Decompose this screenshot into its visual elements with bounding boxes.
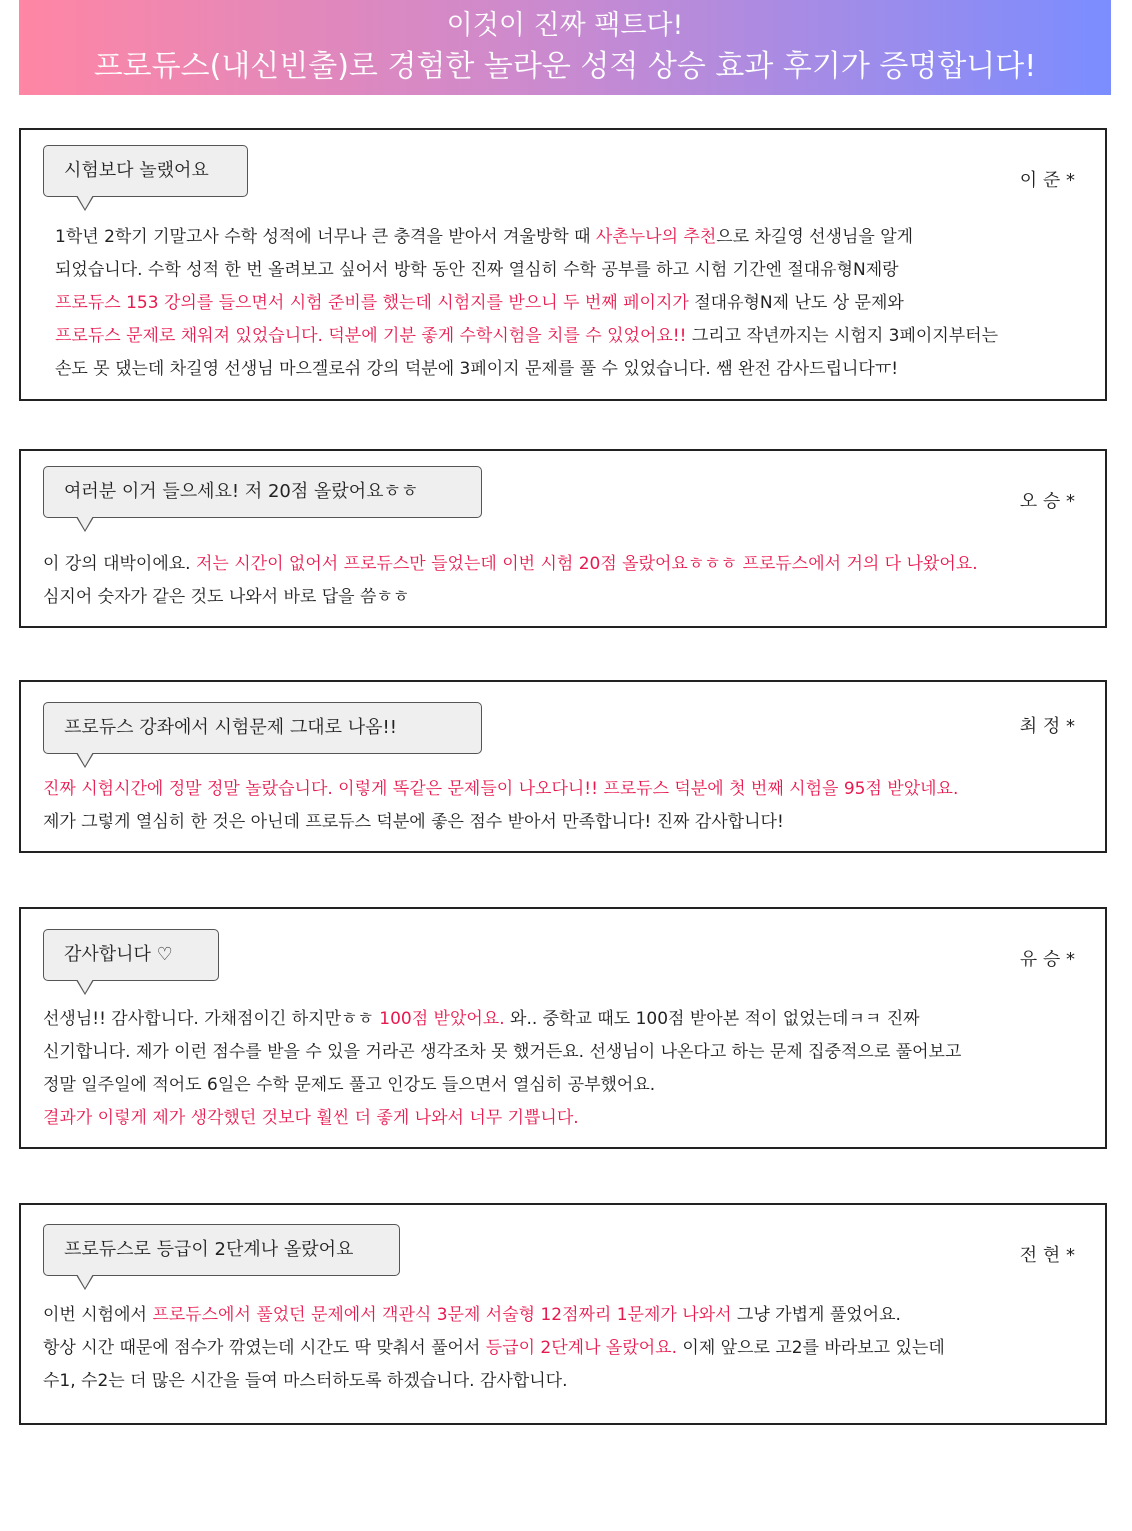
review-line [43,1102,1093,1135]
body-text: 수1, 수2는 더 많은 시간을 들여 마스터하도록 하겠습니다. 감사합니다. [43,1371,568,1391]
highlight-text: 프로듀스에서 풀었던 문제에서 객관식 3문제 서술형 12점짜리 1문제가 나와서 [152,1305,732,1325]
review-title-bubble [43,145,248,197]
review-line [43,581,1093,614]
review-line [43,1036,1093,1069]
review-body [43,1003,1093,1135]
highlight-text: 진짜 시험시간에 정말 정말 놀랐습니다. 이렇게 똑같은 문제들이 나오다니!! 프로듀스 덕분에 첫 번째 시험을 95점 받았네요. [43,779,959,799]
review-title-bubble [43,1224,400,1276]
review-line [43,1365,1093,1398]
review-title: 여러분 이거 들으세요! 저 20점 올랐어요ㅎㅎ [64,481,419,502]
review-line [43,548,1093,581]
highlight-text: 결과가 이렇게 제가 생각했던 것보다 훨씬 더 좋게 나와서 너무 기쁩니다. [43,1108,579,1128]
review-author: 전 현 * [1019,1245,1075,1266]
review-author: 이 준 * [1019,170,1075,191]
review-card [19,907,1107,1149]
review-body [43,548,1093,614]
body-text: 되었습니다. 수학 성적 한 번 올려보고 싶어서 방학 동안 진짜 열심히 수학 공부를 하고 시험 기간엔 절대유형N제랑 [55,260,899,280]
body-text: 선생님!! 감사합니다. 가채점이긴 하지만ㅎㅎ [43,1009,380,1029]
review-title: 프로듀스 강좌에서 시험문제 그대로 나옴!! [64,717,397,738]
body-text: 그리고 작년까지는 시험지 3페이지부터는 [686,326,999,346]
review-line [43,1003,1093,1036]
review-title-bubble [43,466,482,518]
review-line [43,1069,1093,1102]
body-text: 제가 그렇게 열심히 한 것은 아닌데 프로듀스 덕분에 좋은 점수 받아서 만족합니다! 진짜 감사합니다! [43,812,784,832]
header-banner [19,0,1111,95]
review-author: 최 정 * [1019,716,1075,737]
review-line [43,1332,1093,1365]
body-text: 절대유형N제 난도 상 문제와 [688,293,904,313]
review-body [43,1299,1093,1398]
review-line [43,773,1093,806]
body-text: 이제 앞으로 고2를 바라보고 있는데 [677,1338,945,1358]
review-title-bubble [43,929,219,981]
body-text: 정말 일주일에 적어도 6일은 수학 문제도 풀고 인강도 들으면서 열심히 공부했어요. [43,1075,656,1095]
review-line [55,320,1093,353]
highlight-text: 프로듀스 문제로 채워져 있었습니다. 덕분에 기분 좋게 수학시험을 치를 수 있었어요!! [55,326,687,346]
review-card [19,680,1107,853]
body-text: 그냥 가볍게 풀었어요. [731,1305,901,1325]
highlight-text: 프로듀스 153 강의를 들으면서 시험 준비를 했는데 시험지를 받으니 두 번째 페이지가 [55,293,689,313]
review-body [55,221,1093,386]
body-text: 와.. 중학교 때도 100점 받아본 적이 없었는데ㅋㅋ 진짜 [504,1009,920,1029]
body-text: 이번 시험에서 [43,1305,153,1325]
review-title: 프로듀스로 등급이 2단계나 올랐어요 [64,1239,354,1260]
review-title-bubble [43,702,482,754]
highlight-text: 100점 받았어요. [379,1009,505,1029]
review-card [19,449,1107,628]
review-author: 오 승 * [1019,491,1075,512]
review-line [55,287,1093,320]
review-title: 시험보다 놀랬어요 [64,160,209,181]
body-text: 이 강의 대박이에요. [43,554,196,574]
review-line [55,353,1093,386]
header-title-line2: 프로듀스(내신빈출)로 경험한 놀라운 성적 상승 효과 후기가 증명합니다! [93,49,1037,84]
review-line [43,1299,1093,1332]
review-card [19,1203,1107,1425]
review-title: 감사합니다 ♡ [64,944,173,965]
body-text: 으로 차길영 선생님을 알게 [716,227,914,247]
highlight-text: 사촌누나의 추천 [595,227,717,247]
body-text: 항상 시간 때문에 점수가 깎였는데 시간도 딱 맞춰서 풀어서 [43,1338,486,1358]
body-text: 1학년 2학기 기말고사 수학 성적에 너무나 큰 충격을 받아서 겨울방학 때 [55,227,596,247]
body-text: 손도 못 댔는데 차길영 선생님 마으겔로쉬 강의 덕분에 3페이지 문제를 풀 수 있었습니다. 쌤 완전 감사드립니다ㅠ! [55,359,899,379]
review-line [43,806,1093,839]
review-body [43,773,1093,839]
review-line [55,221,1093,254]
body-text: 심지어 숫자가 같은 것도 나와서 바로 답을 씀ㅎㅎ [43,587,410,607]
highlight-text: 등급이 2단계나 올랐어요. [485,1338,678,1358]
body-text: 신기합니다. 제가 이런 점수를 받을 수 있을 거라곤 생각조차 못 했거든요. 선생님이 나온다고 하는 문제 집중적으로 풀어보고 [43,1042,962,1062]
header-title-line1: 이것이 진짜 팩트다! [446,10,684,41]
review-card [19,128,1107,401]
highlight-text: 저는 시간이 없어서 프로듀스만 들었는데 이번 시험 20점 올랐어요ㅎㅎㅎ 프로듀스에서 거의 다 나왔어요. [196,554,978,574]
review-line [55,254,1093,287]
review-author: 유 승 * [1019,949,1075,970]
